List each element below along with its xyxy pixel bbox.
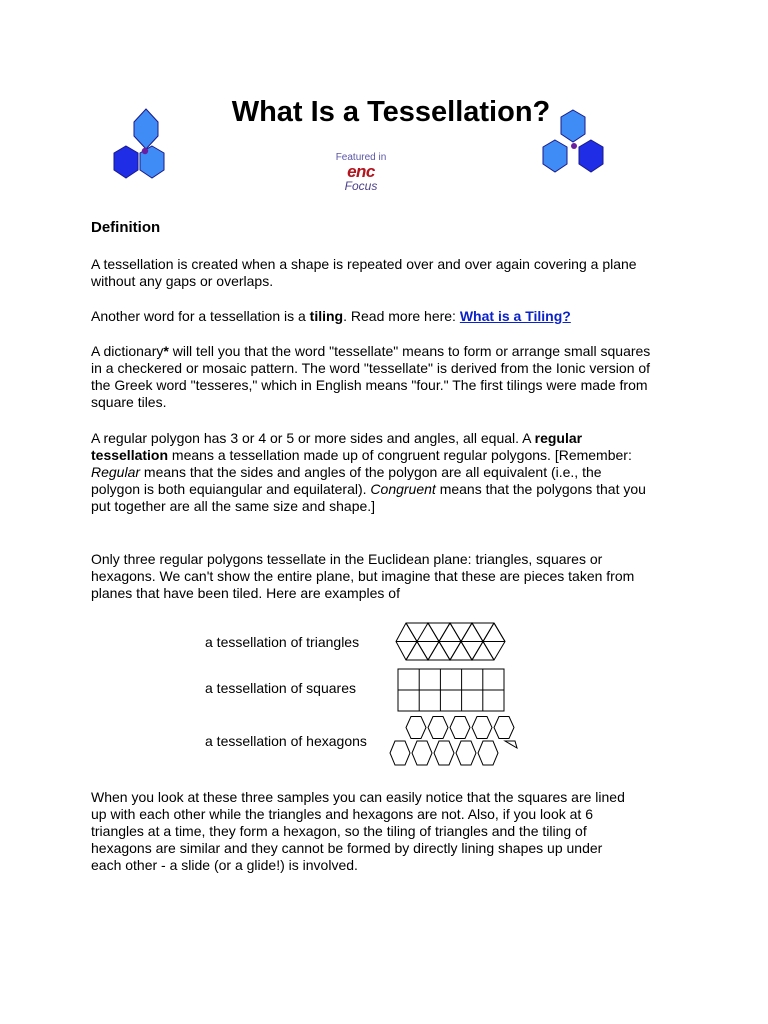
tiling-text-before: Another word for a tessellation is a [91,308,310,324]
badge-featured-text: Featured in [335,152,387,163]
section-heading-definition: Definition [91,219,161,236]
dictionary-asterisk: * [163,343,169,359]
hexagon-tessellation-icon [386,715,518,767]
example-label-hexagons: a tessellation of hexagons [205,733,367,749]
tiling-text-after: . Read more here: [343,308,460,324]
regular-text-d: means that the polygons that you put together are all the same size and shape.] [91,481,646,514]
regular-italic: Regular [91,464,141,480]
enc-focus-badge[interactable] [330,152,392,192]
badge-enc-logo: enc [347,162,375,181]
dictionary-text-b: will tell you that the word "tessellate" means to form or arrange small squares in a checkered or mosaic pattern. The word "tessellate" is derived from the Ionic version of the Greek word "tesseres," which in English means "four." The first tilings were made from square tiles. [91,343,651,410]
paragraph-regular-polygon [91,430,651,515]
triangle-tessellation-icon [395,622,507,662]
example-label-squares: a tessellation of squares [205,680,356,696]
badge-focus-text: Focus [344,179,378,193]
tiling-bold: tiling [309,308,344,324]
paragraph-definition: A tessellation is created when a shape is repeated over and over again covering a plane without any gaps or overlaps. [91,256,637,289]
paragraph-tiling [91,308,651,325]
congruent-italic: Congruent [370,481,436,497]
regular-text-b: means a tessellation made up of congruent regular polygons. [Remember: [168,447,632,463]
regular-text-c: means that the sides and angles of the polygon are all equivalent (i.e., the polygon is both equiangular and equilateral). [91,464,602,497]
paragraph-dictionary [91,343,651,411]
regular-tessellation-bold: regular tessellation [91,430,583,463]
paragraph-three-polygons: Only three regular polygons tessellate in the Euclidean plane: triangles, squares or hexagons. We can't show the entire plane, but imagine that these are pieces taken from planes that have been tiled. Here are examples of [91,551,635,601]
example-label-triangles: a tessellation of triangles [205,634,360,650]
regular-text-a: A regular polygon has 3 or 4 or 5 or more sides and angles, all equal. A [91,430,535,446]
paragraph-observations: When you look at these three samples you can easily notice that the squares are lined up with each other while the triangles and hexagons are not. Also, if you look at 6 triangles at a time, they form a hexagon, so the tiling of triangles and the tiling of hexagons are similar and they cannot be formed by directly lining shapes up under each other - a slide (or a glide!) is involved. [91,789,625,873]
what-is-a-tiling-link[interactable]: What is a Tiling? [459,308,571,324]
page-title: What Is a Tessellation? [231,96,551,128]
dictionary-text-a: A dictionary [91,343,164,359]
square-tessellation-icon [397,668,506,713]
